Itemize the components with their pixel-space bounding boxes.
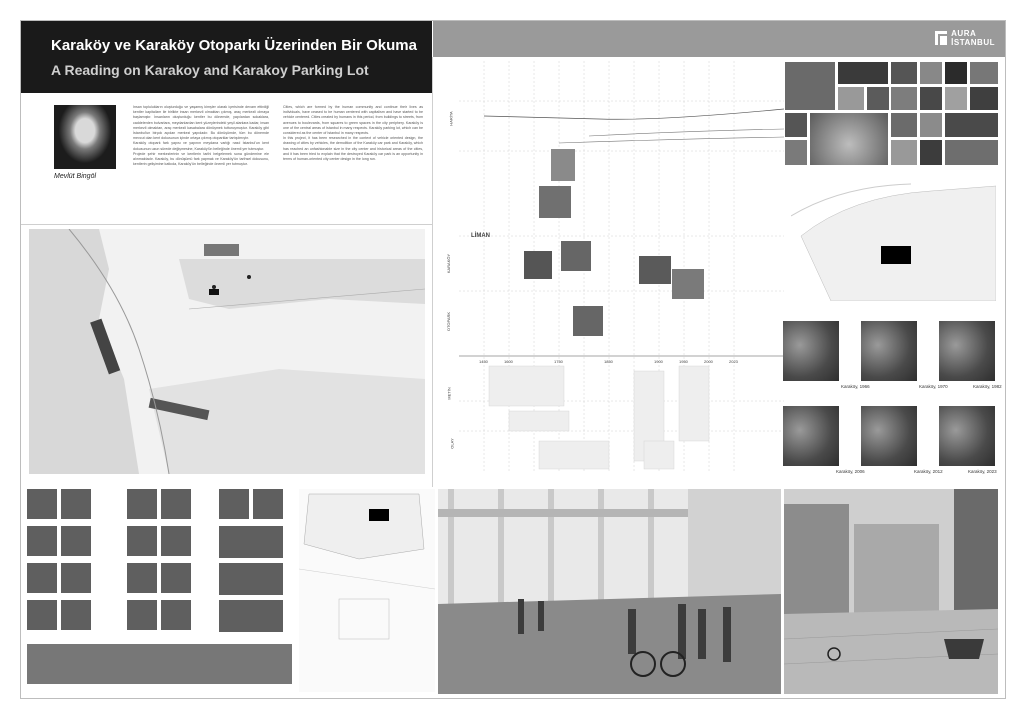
- photo: [891, 140, 917, 165]
- historical-timeline: [439, 61, 784, 476]
- photo: [867, 87, 889, 110]
- aura-istanbul-logo: [935, 29, 995, 47]
- photo: [785, 62, 835, 110]
- logo-mark-icon: [935, 31, 947, 45]
- photo: [810, 113, 888, 165]
- text-column-turkish: [133, 105, 269, 217]
- timeline-year: 1900: [654, 359, 663, 364]
- location-plan-drawing: [791, 176, 996, 301]
- street-photo-collage: [27, 489, 297, 692]
- timeline-band-map: HARİTA: [448, 111, 454, 126]
- timeline-band-karakoy: KARAKÖY: [446, 253, 452, 274]
- timeline-band-event: OLAY: [449, 438, 455, 449]
- aerial-caption: Karaköy, 1970: [919, 384, 948, 389]
- aerial-caption: Karaköy, 1966: [841, 384, 870, 389]
- ground-floor-plan: [299, 489, 435, 692]
- photo: [785, 140, 807, 165]
- photo: [945, 140, 998, 165]
- aerial-photo: [783, 321, 839, 381]
- logo-line-2: İSTANBUL: [951, 38, 995, 47]
- aerial-caption: Karaköy, 2006: [836, 469, 865, 474]
- photo: [838, 87, 864, 110]
- text-paragraph-2: Karaköy otopark fark yapısı ve yapının meydana varlığı nasıl İstanbul'un kent dokusunun uzun sürede değişmesine, Karaköy'ün belleğinde önemli yer tutmuştur.: [133, 141, 269, 151]
- logo-line-1: AURA: [951, 29, 977, 38]
- aerial-caption: Karaköy, 2023: [968, 469, 997, 474]
- text-paragraph-3: Projede şehir merkezlerinin ve kentlerin tarihi belgelemek sona gündemine ele alınmaktadır. Karaköy, bu dönüşümü fark yapmak ve Karaköy'ün tarihsel dokusunu, kentlerin gelişimine katkıda, Karaköy'ün belleğinde önemli yer tutmuştur.: [133, 151, 269, 167]
- text-column-english: [283, 105, 423, 217]
- photo: [785, 113, 807, 137]
- ground-plan-drawing: [299, 489, 435, 692]
- divider: [21, 224, 433, 225]
- photo: [838, 62, 888, 84]
- render-scene: [438, 489, 781, 694]
- location-plan: [791, 176, 996, 301]
- timeline-year: 1950: [679, 359, 688, 364]
- site-plan-drawing: [29, 229, 425, 474]
- author-portrait: [54, 105, 116, 169]
- timeline-year: 1600: [504, 359, 513, 364]
- aerial-caption: Karaköy, 2012: [914, 469, 943, 474]
- interior-render: [438, 489, 781, 694]
- timeline-band-parking: OTOPARK: [446, 311, 452, 332]
- timeline-band-harbor: LİMAN: [471, 233, 490, 239]
- photo: [920, 87, 942, 110]
- timeline-band-text: METİN: [446, 387, 452, 400]
- timeline-year: 1850: [604, 359, 613, 364]
- text-paragraph-4: Cities, which are formed by the human community and continue their lives as individuals, have ceased to be human centered with capitalism and have started to be vehicle centered. Cities created by humans in this period, from buildings to streets, from avenues to boulevards, from squares to green spaces in the city periphery. Karaköy is one of the central areas of Istanbul in many respects. Karaköy parking lot, which can be considered as the center of Istanbul in many respects.: [283, 105, 423, 136]
- site-plan-map: [29, 229, 425, 474]
- photo: [920, 62, 942, 84]
- aerial-photo: [939, 321, 995, 381]
- aerial-caption: Karaköy, 1982: [973, 384, 1002, 389]
- poster-board: [20, 20, 1006, 699]
- photo: [920, 140, 942, 165]
- street-scene: [784, 489, 998, 694]
- street-render: [784, 489, 998, 694]
- text-paragraph-1: İnsan toplulukların oluşturduğu ve yaşamış kimşler olarak içerisinde devam ettirdiği kentler kapitalizm ile birlikte insan merkezli olmaktan çıkmış, araç merkezli olmaya başlamıştır. İnsanların oluşturduğu kentler bu dönemde, yapılardan sokaklara, caddelerden bulvarlara, meydanlardan kent yüzeylerindeki yeşil alanlara kadar, insan merkezli olmaktan, araç merkezli kasabalara dönüşmek tutturuşmuştur. Karaköy gibi İstanbul'un birçok açıdan merkezi yapıdadır. Bu dönüşümde, tüm bu dönemde mevcut olan kent dokusunun içinde ortaya çıkmış otoparklar tartışılmıştır.: [133, 105, 269, 141]
- title-bar: [21, 21, 432, 93]
- timeline-grid: [439, 61, 784, 476]
- photo: [945, 62, 967, 84]
- photo: [970, 62, 998, 84]
- photo: [891, 62, 917, 84]
- photo: [891, 87, 917, 110]
- timeline-year: 1750: [554, 359, 563, 364]
- header-grey-bar: [433, 21, 1005, 57]
- photo-grid: [785, 62, 998, 167]
- timeline-year: 1450: [479, 359, 488, 364]
- photo: [891, 113, 917, 137]
- aerial-photo: [939, 406, 995, 466]
- photo: [945, 113, 998, 137]
- author-name: Mevlüt Bingöl: [54, 173, 97, 180]
- photo: [920, 113, 942, 137]
- aerial-photo: [861, 321, 917, 381]
- photo-collage-tiles: [27, 489, 297, 692]
- aerial-photo: [783, 406, 839, 466]
- photo: [945, 87, 967, 110]
- text-paragraph-5: In this project, it has been researched in the context of vehicle oriented design, the drawing of cities by vehicles, the demolition of the Karaköy car park and Karaköy, which has reached an unfashionable size in the city center and historical areas of the cities, and it has been tried to explain that the destroyed Karaköy car park is an opportunity in terms of human-oriented city center design in the long run.: [283, 136, 423, 162]
- aerial-photo: [861, 406, 917, 466]
- title-turkish: Karaköy ve Karaköy Otoparkı Üzerinden Bir Okuma: [51, 37, 417, 54]
- photo: [970, 87, 998, 110]
- timeline-year: 2023: [729, 359, 738, 364]
- timeline-year: 2000: [704, 359, 713, 364]
- divider: [432, 57, 433, 487]
- title-english: A Reading on Karakoy and Karakoy Parking Lot: [51, 62, 369, 78]
